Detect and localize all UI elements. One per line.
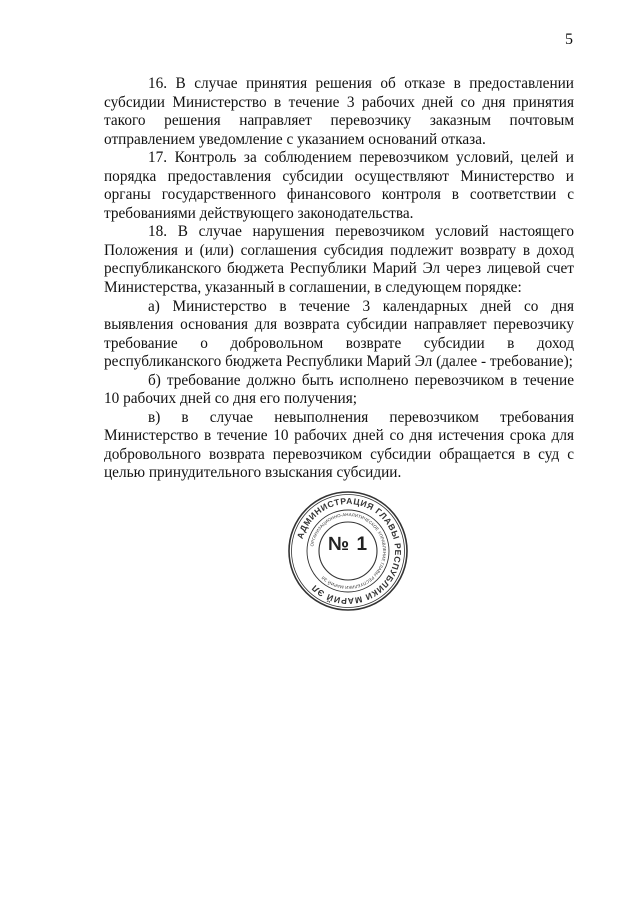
- paragraph-17: 17. Контроль за соблюдением перевозчиком условий, целей и порядка предоставления субсидии осуществляют Министерство и органы государственного финансового контроля в соответствии с требованиями действующего законодательства.: [104, 149, 574, 222]
- paragraph-18-a: а) Министерство в течение 3 календарных дней со дня выявления основания для возврата субсидии направляет перевозчику требование о добровольном возврате субсидии в доход республиканского бюджета Республики Марий Эл (далее - требование);: [104, 297, 574, 371]
- seal-number: № 1: [327, 534, 369, 555]
- document-body: [104, 75, 574, 483]
- seal-inner-text: ОРГАНИЗАЦИОННО-АНАЛИТИЧЕСКОЕ УПРАВЛЕНИЕ ГЛАВЫ РЕСПУБЛИКИ МАРИЙ ЭЛ: [309, 511, 388, 591]
- page-number: 5: [565, 31, 573, 48]
- paragraph-18: 18. В случае нарушения перевозчиком условий настоящего Положения и (или) соглашения субсидия подлежит возврату в доход республиканского бюджета Республики Марий Эл через лицевой счет Министерства, указанный в соглашении, в следующем порядке:: [104, 223, 574, 297]
- seal-outer-text: АДМИНИСТРАЦИЯ ГЛАВЫ РЕСПУБЛИКИ МАРИЙ ЭЛ: [294, 495, 404, 607]
- official-seal: [287, 490, 409, 612]
- paragraph-18-b: б) требование должно быть исполнено перевозчиком в течение 10 рабочих дней со дня его получения;: [104, 371, 574, 408]
- paragraph-18-c: в) в случае невыполнения перевозчиком требования Министерство в течение 10 рабочих дней со дня истечения срока для добровольного возврата перевозчиком субсидии обращается в суд с целью принудительного взыскания субсидии.: [104, 408, 574, 482]
- paragraph-16: 16. В случае принятия решения об отказе в предоставлении субсидии Министерство в течение 3 рабочих дней со дня принятия такого решения направляет перевозчику заказным почтовым отправлением уведомление с указанием оснований отказа.: [104, 75, 574, 148]
